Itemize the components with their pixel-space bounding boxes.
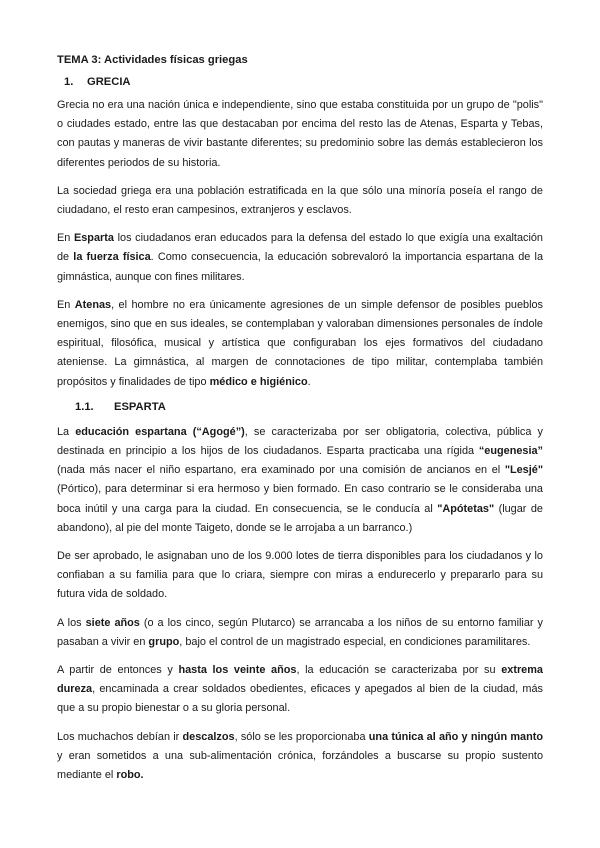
text-run: Los muchachos debían ir xyxy=(57,730,183,743)
document-title: TEMA 3: Actividades físicas griegas xyxy=(57,54,248,66)
section-number: 1. xyxy=(64,76,74,88)
bold-term: siete años xyxy=(85,616,140,629)
text-run: y eran sometidos a una sub-alimentación crónica, forzándoles a buscarse su propio sustento mediante el xyxy=(57,749,543,782)
bold-term: hasta los veinte años xyxy=(178,664,297,677)
bold-term: extrema dureza xyxy=(57,664,543,696)
text-run: A los xyxy=(57,616,86,629)
text-run: , bajo el control de un magistrado especial, en condiciones paramilitares. xyxy=(179,635,531,648)
text-run: los ciudadanos eran educados para la defensa del estado lo que exigía una exaltación de xyxy=(57,232,543,264)
paragraph-sociedad: La sociedad griega era una población estratificada en la que sólo una minoría poseía el rango de ciudadano, el resto eran campesinos, extranjeros y esclavos. xyxy=(57,184,543,217)
text-run: , se caracterizaba por ser obligatoria, colectiva, pública y destinada en principio a los hijos de los ciudadanos. Esparta practicaba una rígida xyxy=(57,425,543,458)
bold-term: grupo xyxy=(148,635,180,648)
paragraph-esparta-intro xyxy=(57,229,543,287)
bold-term: educación espartana (“Agogé”) xyxy=(75,425,245,438)
section-number: 1.1. xyxy=(75,400,94,413)
bold-term: una túnica al año y ningún manto xyxy=(368,730,544,743)
bold-term: Atenas xyxy=(74,298,112,311)
text-run: (lugar de abandono), al pie del monte Taigeto, donde se le arrojaba a un barranco.) xyxy=(57,502,543,534)
paragraph-muchachos xyxy=(57,728,543,786)
text-run: La xyxy=(57,425,76,438)
text-run: En xyxy=(57,298,75,311)
text-run: A partir de entonces y xyxy=(57,664,179,677)
text-run: , la educación se caracterizaba por su xyxy=(296,664,502,677)
paragraph-siete-anos xyxy=(57,614,543,652)
text-run: (o a los cinco, según Plutarco) se arrancaba a los niños de su entorno familiar y pasaban a vivir en xyxy=(57,616,543,648)
text-run: (nada más nacer el niño espartano, era examinado por una comisión de ancianos en el xyxy=(57,464,505,477)
bold-term: "Apótetas" xyxy=(437,502,495,515)
paragraph-veinte-anos xyxy=(57,661,543,719)
text-run: . Como consecuencia, la educación sobrevaloró la importancia espartana de la gimnástica, aunque con fines militares. xyxy=(57,251,543,283)
paragraph-atenas xyxy=(57,296,543,392)
section-title: GRECIA xyxy=(87,76,131,88)
section-heading-grecia xyxy=(57,76,543,88)
bold-term: "Lesjé" xyxy=(504,464,543,477)
bold-term: la fuerza física xyxy=(73,251,151,264)
bold-term: robo. xyxy=(116,769,144,782)
text-run: (Pórtico), para determinar si era hermoso y bien formado. En caso contrario se le consideraba una boca inútil y una carga para la ciudad. En consecuencia, se le conducía al xyxy=(57,483,543,515)
paragraph-polis: Grecia no era una nación única e independiente, sino que estaba constituida por un grupo de "polis" o ciudades estado, entre las que destacaban por encima del resto las de Atenas, Esparta y Tebas, con pautas y maneras de vivir bastante diferentes; su predominio sobre las demás establecieron los diferentes periodos de su historia. xyxy=(57,99,543,169)
text-run: En xyxy=(57,232,74,245)
section-heading-esparta xyxy=(57,401,543,413)
bold-term: médico e higiénico xyxy=(209,375,308,388)
bold-term: Esparta xyxy=(73,232,114,245)
paragraph-agoge xyxy=(57,423,543,538)
text-run: , encaminada a crear soldados obedientes, eficaces y apegados al bien de la ciudad, más que a su propio bienestar o a su gloria personal. xyxy=(57,683,543,715)
text-run: , el hombre no era únicamente agresiones de un simple defensor de posibles pueblos enemigos, sino que en sus ideales, se contemplaban y valoraban dimensiones personales de índole espiritual, filosófica, musical y artística que configuraban los ejes formativos del ciudadano ateniense. La gimnástica, al margen de connotaciones de tipo militar, contemplaba también propósitos y finalidades de tipo xyxy=(57,298,543,388)
paragraph-lotes: De ser aprobado, le asignaban uno de los 9.000 lotes de tierra disponibles para los ciudadanos y lo confiaban a su familia para que lo criara, siempre con miras a endurecerlo y prepararlo para su futura vida de soldado. xyxy=(57,550,543,601)
section-title: ESPARTA xyxy=(114,400,166,413)
text-run: , sólo se les proporcionaba xyxy=(234,730,369,743)
text-run: . xyxy=(307,375,311,388)
bold-term: descalzos xyxy=(182,730,235,743)
bold-term: “eugenesia” xyxy=(478,445,543,458)
